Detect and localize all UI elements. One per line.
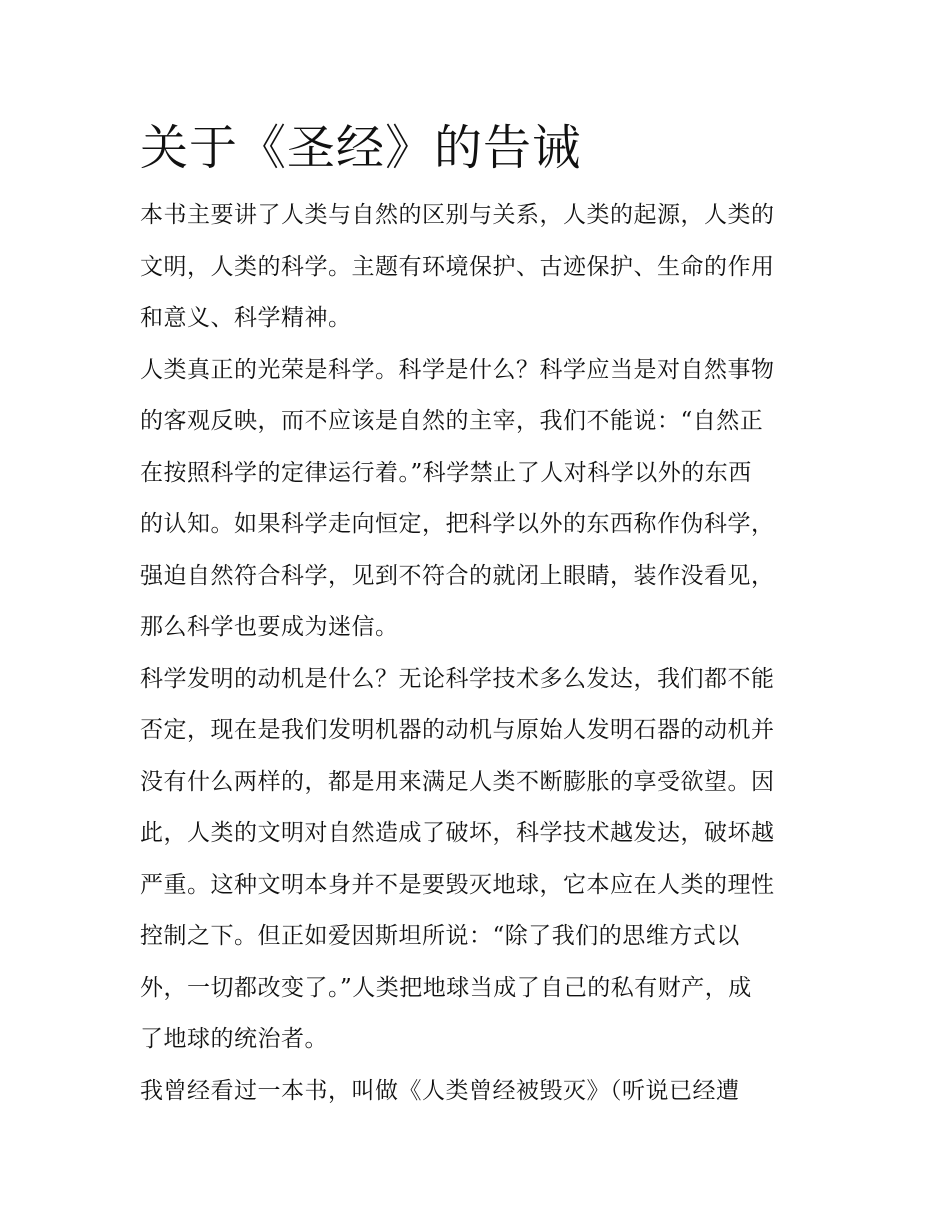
text-line: 控制之下。但正如爱因斯坦所说：“除了我们的思维方式以 (140, 923, 740, 949)
text-line: 科学发明的动机是什么？无论科学技术多么发达，我们都不能 (140, 665, 775, 692)
document-body (140, 112, 812, 1117)
paragraph-1 (140, 190, 812, 345)
paragraph-4 (140, 1066, 812, 1118)
text-line: 没有什么两样的，都是用来满足人类不断膨胀的享受欲望。因 (140, 768, 775, 795)
text-line: 此，人类的文明对自然造成了破坏，科学技术越发达，破坏越 (140, 820, 775, 846)
text-line: 在按照科学的定律运行着。”科学禁止了人对科学以外的东西 (140, 459, 752, 486)
document-title: 关于《圣经》的告诫 (140, 120, 582, 176)
text-line: 否定，现在是我们发明机器的动机与原始人发明石器的动机并 (140, 717, 775, 743)
text-line: 外，一切都改变了。”人类把地球当成了自己的私有财产，成 (140, 974, 752, 1001)
paragraph-2 (140, 345, 812, 654)
text-line: 我曾经看过一本书，叫做《人类曾经被毁灭》（听说已经遭 (140, 1077, 740, 1104)
text-line: 文明，人类的科学。主题有环境保护、古迹保护、生命的作用 (140, 253, 775, 280)
paragraph-3 (140, 654, 812, 1066)
text-line: 人类真正的光荣是科学。科学是什么？科学应当是对自然事物 (140, 356, 775, 383)
text-line: 了地球的统治者。 (140, 1026, 328, 1052)
text-line: 严重。这种文明本身并不是要毁灭地球，它本应在人类的理性 (140, 871, 775, 898)
text-line: 本书主要讲了人类与自然的区别与关系，人类的起源，人类的 (140, 202, 775, 228)
text-line: 和意义、科学精神。 (140, 305, 352, 331)
text-line: 的认知。如果科学走向恒定，把科学以外的东西称作伪科学， (140, 511, 775, 537)
text-line: 的客观反映，而不应该是自然的主宰，我们不能说：“自然正 (140, 408, 764, 434)
text-line: 强迫自然符合科学，见到不符合的就闭上眼睛，装作没看见， (140, 562, 775, 589)
text-line: 那么科学也要成为迷信。 (140, 614, 399, 640)
